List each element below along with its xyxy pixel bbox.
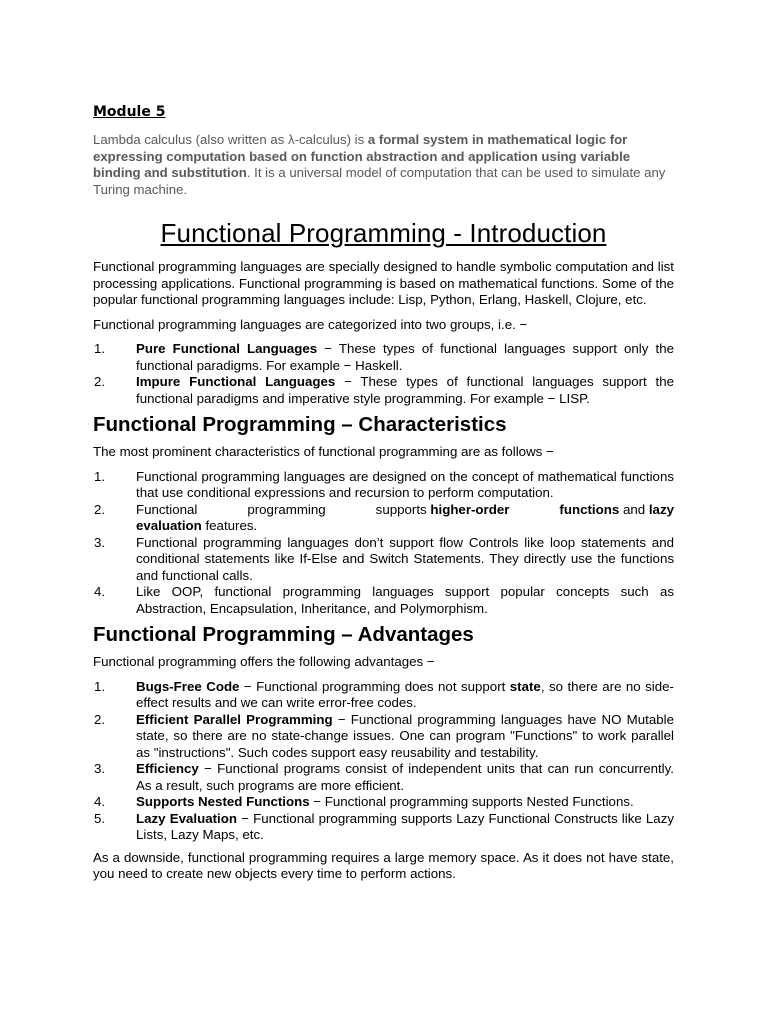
advantages-heading: Functional Programming – Advantages: [93, 623, 474, 646]
list-item: 3. Functional programming languages don’t support flow Controls like loop statements and conditional statements like If-Else and Switch Statements. They directly use the functions and functional calls.: [94, 534, 674, 583]
characteristics-heading: Functional Programming – Characteristics: [93, 413, 507, 436]
intro-paragraph: Functional programming languages are specially designed to handle symbolic computation and list processing applications. Functional programming is based on mathematical functions. Some of the popular functional programming languages include: Lisp, Python, Erlang, Haskell, Clojure, etc.: [93, 259, 674, 307]
intro-groups-paragraph: Functional programming languages are categorized into two groups, i.e. −: [93, 316, 528, 332]
module-title: Module 5: [93, 104, 166, 120]
list-item: 2. Impure Functional Languages − These types of functional languages support the functional paradigms and imperative style programming. For example − LISP.: [94, 374, 674, 406]
list-item: 4. Supports Nested Functions − Functional programming supports Nested Functions.: [94, 794, 634, 809]
intro-heading: Functional Programming - Introduction: [160, 218, 607, 248]
advantages-list: [93, 679, 674, 844]
characteristics-list: [93, 469, 674, 618]
closing-paragraph: As a downside, functional programming requires a large memory space. As it does not have state, you need to create new objects every time to perform actions.: [93, 849, 674, 881]
advantages-lead: Functional programming offers the following advantages −: [93, 654, 435, 669]
list-item: 1. Pure Functional Languages − These types of functional languages support only the functional paradigms. For example − Haskell.: [94, 341, 674, 373]
characteristics-lead: The most prominent characteristics of functional programming are as follows −: [93, 444, 554, 459]
list-item: 1. Bugs-Free Code − Functional programming does not support state, so there are no side-effect results and we can write error-free codes.: [94, 678, 674, 710]
language-groups-list: [93, 341, 674, 407]
list-item: 4. Like OOP, functional programming languages support popular concepts such as Abstraction, Encapsulation, Inheritance, and Polymorphism.: [94, 584, 674, 616]
list-item: 2. Efficient Parallel Programming − Functional programming languages have NO Mutable state, so there are no state-change issues. One can program "Functions" to work parallel as "instructions". Such codes support easy reusability and testability.: [94, 711, 674, 760]
list-item: 3. Efficiency − Functional programs consist of independent units that can run concurrently. As a result, such programs are more efficient.: [94, 761, 674, 793]
list-item: 2. Functional programming supports higher-order functions and lazy evaluation features.: [94, 501, 674, 533]
lambda-calculus-paragraph: Lambda calculus (also written as λ-calculus) is a formal system in mathematical logic for expressing computation based on function abstraction and application using variable binding and substitution. It is a universal model of computation that can be used to simulate any Turing machine.: [93, 132, 666, 197]
list-item: 5. Lazy Evaluation − Functional programming supports Lazy Functional Constructs like Lazy Lists, Lazy Maps, etc.: [94, 810, 674, 842]
list-item: 1. Functional programming languages are designed on the concept of mathematical functions that use conditional expressions and recursion to perform computation.: [94, 468, 674, 500]
